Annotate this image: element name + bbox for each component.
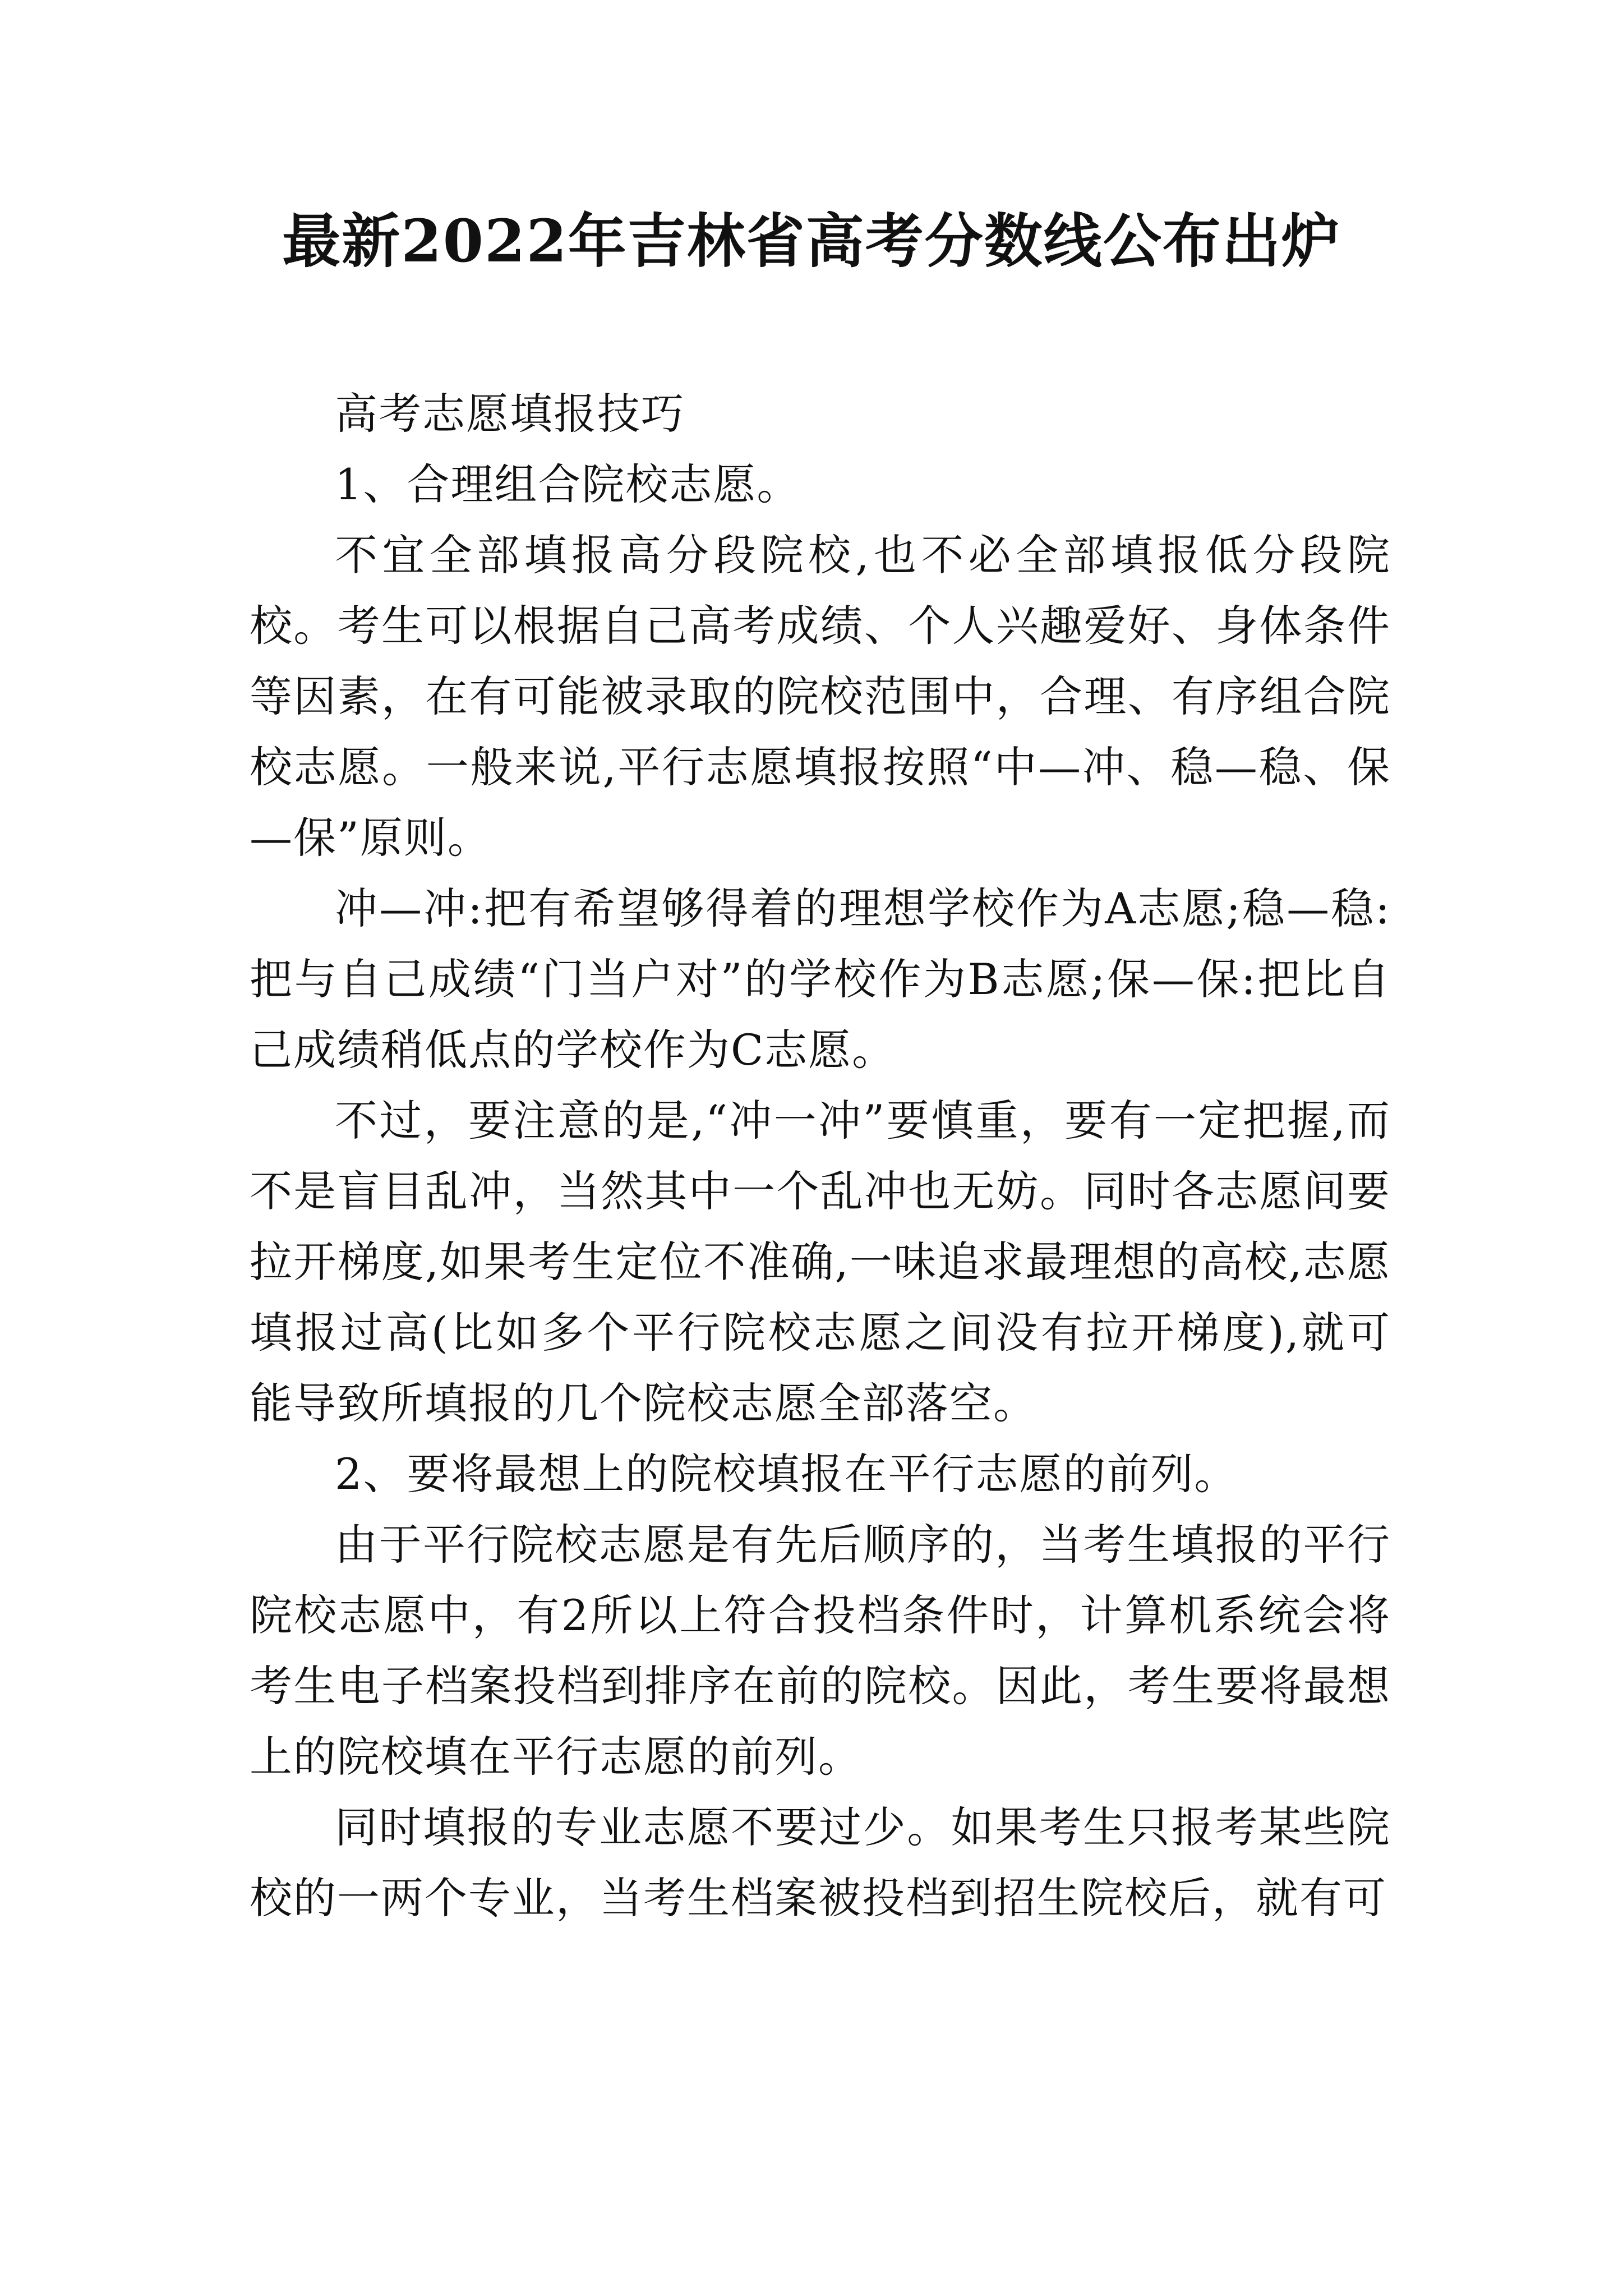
section-heading: 高考志愿填报技巧 (335, 389, 685, 439)
tip-heading-1: 1、合理组合院校志愿。 (335, 459, 801, 509)
paragraph: 不宜全部填报高分段院校,也不必全部填报低分段院校。考生可以根据自己高考成绩、个人兴趣爱好、身体条件等因素，在有可能被录取的院校范围中，合理、有序组合院校志愿。一般来说,平行志愿填报按照“中—冲、稳—稳、保—保”原则。 (250, 530, 1391, 863)
document-body (250, 379, 1391, 1934)
paragraph: 同时填报的专业志愿不要过少。如果考生只报考某些院校的一两个专业，当考生档案被投档到招生院校后，就有可 (250, 1802, 1391, 1923)
document-title: 最新2022年吉林省高考分数线公布出炉 (282, 206, 1341, 275)
paragraph: 由于平行院校志愿是有先后顺序的，当考生填报的平行院校志愿中，有2所以上符合投档条件时，计算机系统会将考生电子档案投档到排序在前的院校。因此，考生要将最想上的院校填在平行志愿的前列。 (250, 1520, 1391, 1782)
paragraph: 不过，要注意的是,“冲一冲”要慎重，要有一定把握,而不是盲目乱冲，当然其中一个乱冲也无妨。同时各志愿间要拉开梯度,如果考生定位不准确,一味追求最理想的高校,志愿填报过高(比如多个平行院校志愿之间没有拉开梯度),就可能导致所填报的几个院校志愿全部落空。 (250, 1096, 1391, 1428)
tip-heading-2: 2、要将最想上的院校填报在平行志愿的前列。 (335, 1449, 1238, 1499)
paragraph: 冲—冲:把有希望够得着的理想学校作为A志愿;稳—稳:把与自己成绩“门当户对”的学校作为B志愿;保—保:把比自己成绩稍低点的学校作为C志愿。 (250, 884, 1391, 1075)
